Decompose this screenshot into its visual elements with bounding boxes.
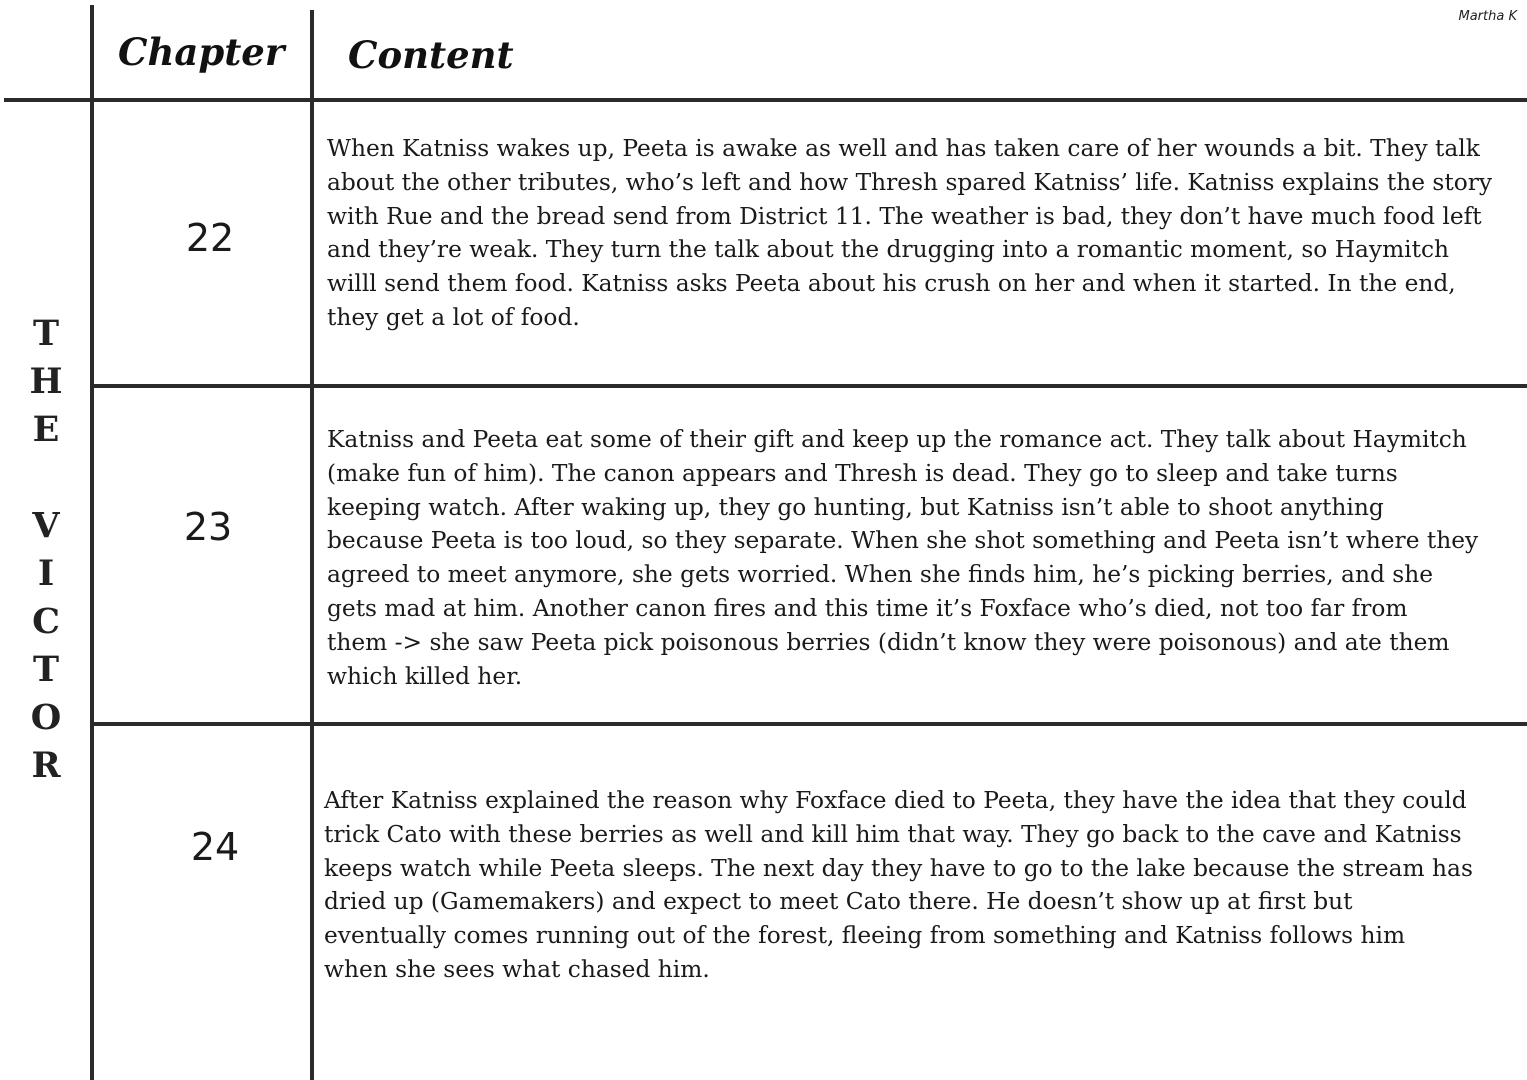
content-line: keeping watch. After waking up, they go hunting, but Katniss isn’t able to shoot anything — [327, 493, 1384, 521]
content-line: agreed to meet anymore, she gets worried. When she finds him, he’s picking berries, and she — [327, 561, 1434, 589]
chapter-23-content — [327, 423, 1478, 693]
chapter-22-content — [327, 132, 1492, 335]
chapter-24-content — [324, 784, 1473, 987]
side-title-gap — [0, 454, 92, 502]
header-chapter: Chapter — [118, 30, 285, 74]
side-title-letter: T — [32, 649, 60, 690]
content-line: trick Cato with these berries as well and kill him that way. They go back to the cave and Katniss — [324, 820, 1462, 848]
content-line: Katniss and Peeta eat some of their gift and keep up the romance act. They talk about Haymitch — [327, 426, 1467, 453]
row-divider-2 — [92, 722, 1527, 726]
content-line: which killed her. — [327, 662, 523, 690]
side-title-letter: H — [29, 361, 63, 402]
content-line: When Katniss wakes up, Peeta is awake as well and has taken care of her wounds a bit. They talk — [327, 135, 1480, 162]
content-line: gets mad at him. Another canon fires and this time it’s Foxface who’s died, not too far from — [327, 594, 1408, 622]
content-line: and they’re weak. They turn the talk about the drugging into a romantic moment, so Haymitch — [327, 236, 1450, 264]
chapter-number-24: 24 — [190, 825, 240, 869]
header-content: Content — [348, 33, 514, 77]
chapter-number-23: 23 — [183, 505, 233, 549]
content-line: because Peeta is too loud, so they separate. When she shot something and Peeta isn’t where they — [327, 527, 1479, 555]
side-title-letter: E — [32, 409, 60, 450]
content-line: with Rue and the bread send from District 11. The weather is bad, they don’t have much food left — [327, 202, 1482, 230]
header-bottom-rule — [4, 98, 1527, 102]
side-title-letter: R — [31, 745, 61, 786]
content-line: willl send them food. Katniss asks Peeta about his crush on her and when it started. In the end, — [327, 270, 1456, 298]
content-line: dried up (Gamemakers) and expect to meet Cato there. He doesn’t show up at first but — [324, 888, 1353, 916]
chapter-number-22: 22 — [185, 216, 235, 260]
side-title-letter: V — [32, 505, 60, 546]
side-title-letter: I — [37, 553, 55, 594]
side-title-the-victor — [0, 310, 92, 790]
content-line: when she sees what chased him. — [324, 955, 710, 983]
side-title-letter: O — [30, 697, 62, 738]
vertical-divider-right — [310, 10, 314, 1080]
content-line: keeps watch while Peeta sleeps. The next day they have to go to the lake because the stream has — [324, 854, 1473, 882]
content-line: After Katniss explained the reason why Foxface died to Peeta, they have the idea that they could — [324, 787, 1467, 814]
content-line: about the other tributes, who’s left and how Thresh spared Katniss’ life. Katniss explains the story — [327, 168, 1493, 196]
side-title-letter: C — [32, 601, 60, 642]
side-title-letter: T — [32, 313, 60, 354]
content-line: eventually comes running out of the forest, fleeing from something and Katniss follows him — [324, 922, 1406, 950]
content-line: (make fun of him). The canon appears and Thresh is dead. They go to sleep and take turns — [327, 459, 1398, 487]
author-signature: Martha K — [1458, 9, 1517, 24]
content-line: them -> she saw Peeta pick poisonous berries (didn’t know they were poisonous) and ate them — [327, 628, 1450, 656]
row-divider-1 — [92, 384, 1527, 388]
content-line: they get a lot of food. — [327, 303, 580, 331]
